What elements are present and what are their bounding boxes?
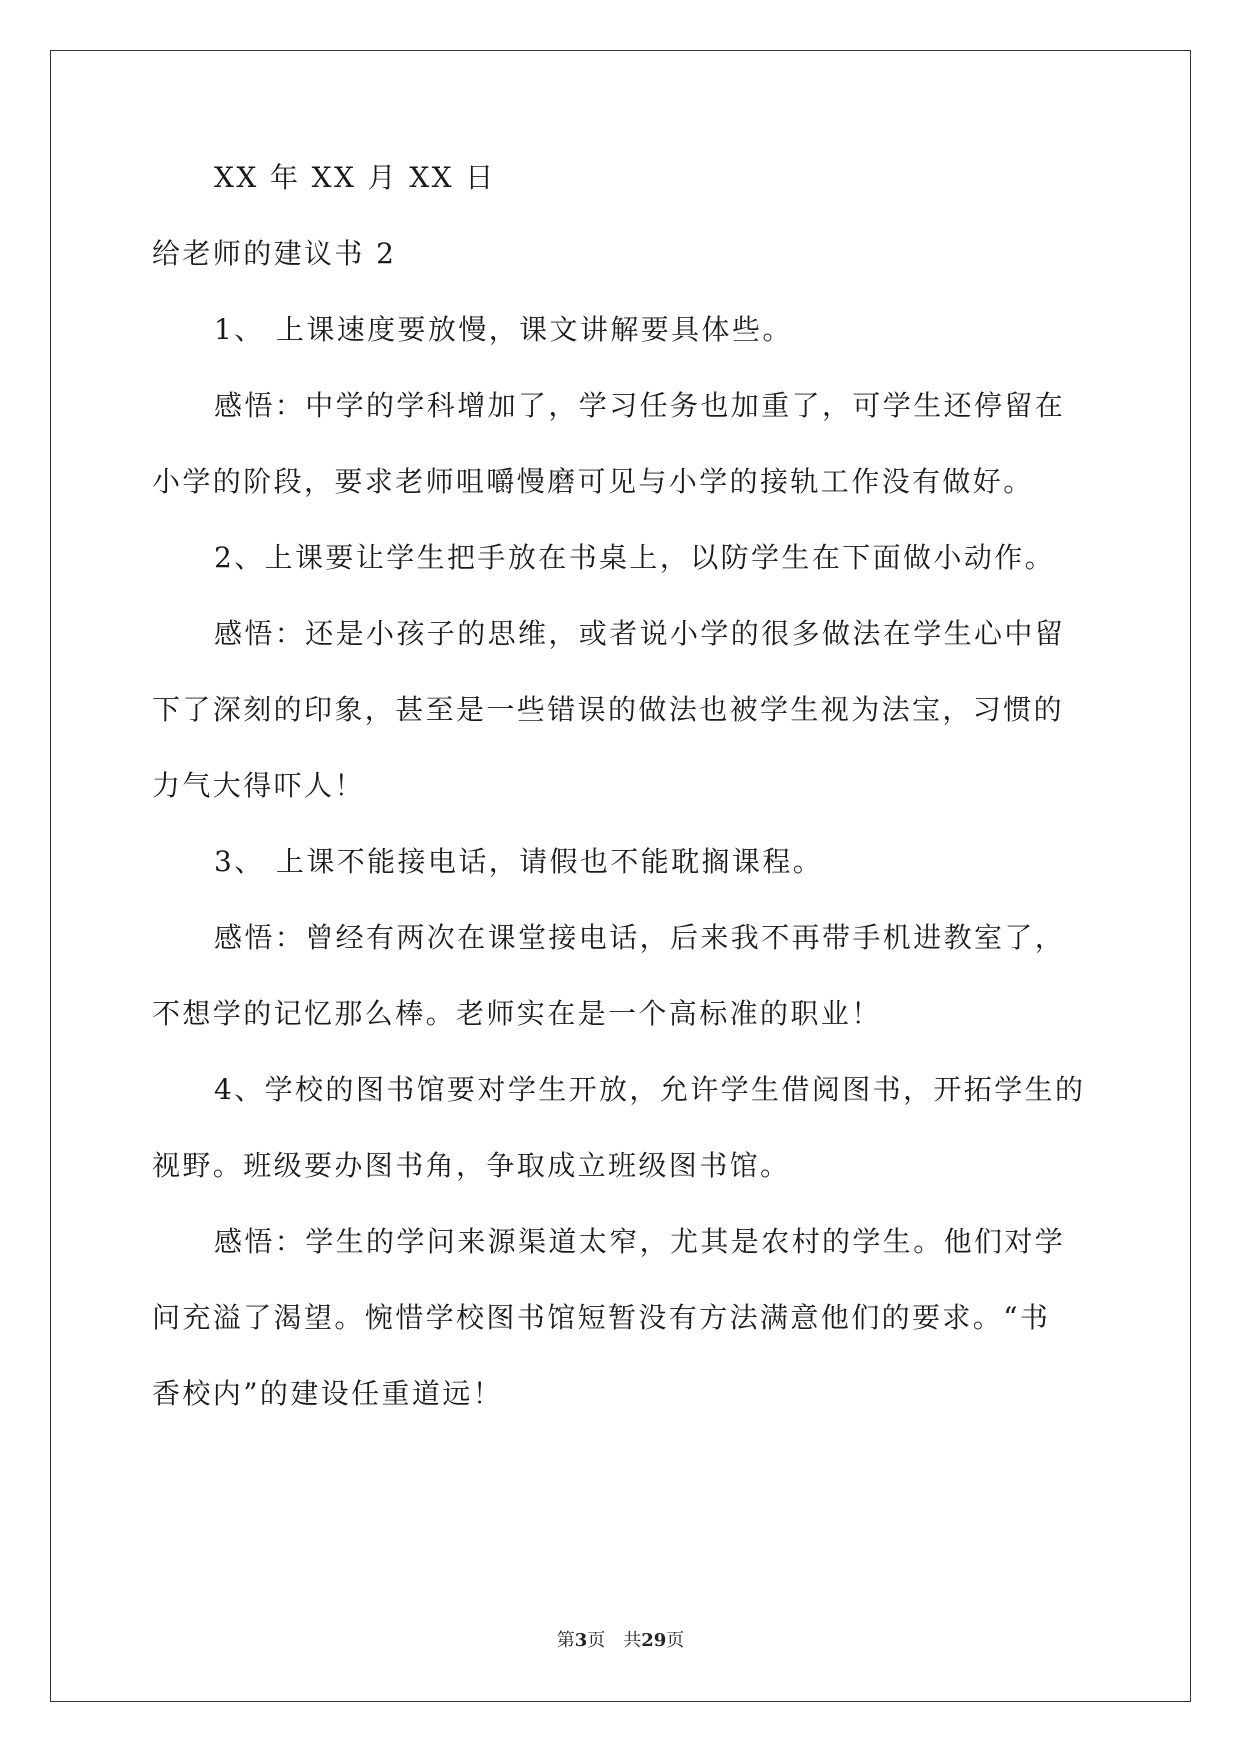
paragraph-line: 问充溢了渴望。惋惜学校图书馆短暂没有方法满意他们的要求。“书 <box>152 1301 1051 1334</box>
paragraph-line: 3、 上课不能接电话，请假也不能耽搁课程。 <box>214 845 824 878</box>
paragraph-line: 下了深刻的印象，甚至是一些错误的做法也被学生视为法宝，习惯的 <box>152 693 1065 726</box>
page-prefix: 第 <box>556 1630 575 1651</box>
date-line: XX 年 XX 月 XX 日 <box>214 161 496 194</box>
paragraph-line: 香校内”的建设任重道远！ <box>152 1377 504 1410</box>
paragraph-line: 4、学校的图书馆要对学生开放，允许学生借阅图书，开拓学生的 <box>214 1073 1086 1106</box>
paragraph-line: 1、 上课速度要放慢，课文讲解要具体些。 <box>214 313 793 346</box>
paragraph-line: 力气大得吓人！ <box>152 769 365 802</box>
paragraph-line: 2、上课要让学生把手放在书桌上，以防学生在下面做小动作。 <box>214 541 1056 574</box>
paragraph-line: 感悟：中学的学科增加了，学习任务也加重了，可学生还停留在 <box>214 389 1066 422</box>
paragraph-line: 感悟：曾经有两次在课堂接电话，后来我不再带手机进教室了， <box>214 921 1066 954</box>
total-suffix: 页 <box>666 1630 685 1651</box>
paragraph-line: 感悟：还是小孩子的思维，或者说小学的很多做法在学生心中留 <box>214 617 1066 650</box>
paragraph-line: 小学的阶段，要求老师咀嚼慢磨可见与小学的接轨工作没有做好。 <box>152 465 1034 498</box>
section-title: 给老师的建议书 2 <box>152 237 397 270</box>
page-footer <box>0 1629 1241 1653</box>
paragraph-line: 不想学的记忆那么棒。老师实在是一个高标准的职业！ <box>152 997 882 1030</box>
page-current: 3 <box>574 1630 588 1651</box>
paragraph-line: 视野。班级要办图书角，争取成立班级图书馆。 <box>152 1149 791 1182</box>
page-total: 29 <box>641 1630 667 1651</box>
paragraph-line: 感悟：学生的学问来源渠道太窄，尤其是农村的学生。他们对学 <box>214 1225 1066 1258</box>
page-suffix: 页 <box>587 1630 606 1651</box>
total-prefix: 共 <box>623 1630 642 1651</box>
